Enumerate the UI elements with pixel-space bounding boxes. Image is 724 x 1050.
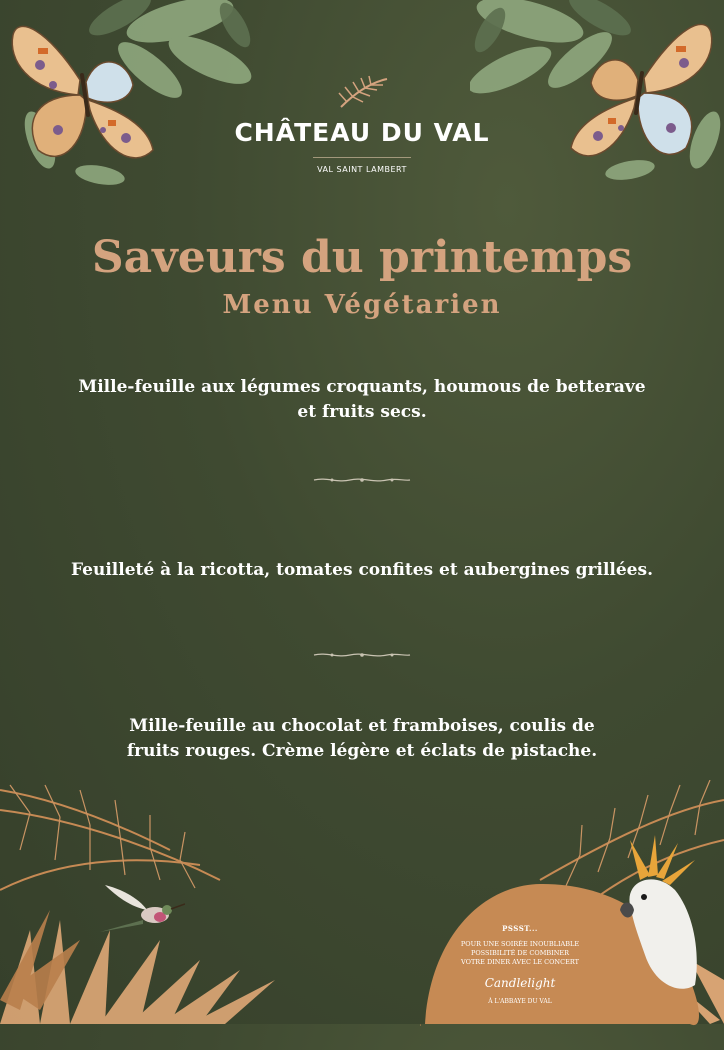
promo-line-1: POUR UNE SOIRÉE INOUBLIABLE — [460, 940, 580, 948]
brand-location: VAL SAINT LAMBERT — [317, 165, 407, 174]
menu-title: Saveurs du printemps — [91, 232, 633, 283]
divider-ornament — [312, 475, 412, 485]
promo-venue: À L'ABBAYE DU VAL — [488, 998, 552, 1005]
course-starter-line2: et fruits secs. — [297, 402, 427, 422]
course-starter — [60, 375, 664, 425]
divider-ornament — [312, 650, 412, 660]
brand-divider — [313, 157, 411, 158]
promo-line-3: VOTRE DINER AVEC LE CONCERT — [461, 958, 579, 966]
course-starter-line1: Mille-feuille aux légumes croquants, houmous de betterave — [78, 377, 646, 397]
brand-name: CHÂTEAU DU VAL — [234, 118, 490, 147]
course-main-line1: Feuilleté à la ricotta, tomates confites et aubergines grillées. — [71, 560, 653, 580]
promo-event: Candlelight — [484, 976, 556, 990]
feather-logo-icon — [333, 75, 391, 111]
promo-teaser: PSSST... — [502, 924, 538, 933]
promo-line-2: POSSIBILITÉ DE COMBINER — [470, 949, 570, 957]
course-main — [60, 558, 664, 583]
menu-subtitle: Menu Végétarien — [222, 290, 502, 320]
course-dessert-line2: fruits rouges. Crème légère et éclats de pistache. — [126, 741, 598, 761]
hummingbird-icon — [95, 880, 185, 935]
cockatoo-icon — [600, 835, 710, 995]
course-dessert — [60, 714, 664, 764]
course-dessert-line1: Mille-feuille au chocolat et framboises, coulis de — [129, 716, 595, 736]
